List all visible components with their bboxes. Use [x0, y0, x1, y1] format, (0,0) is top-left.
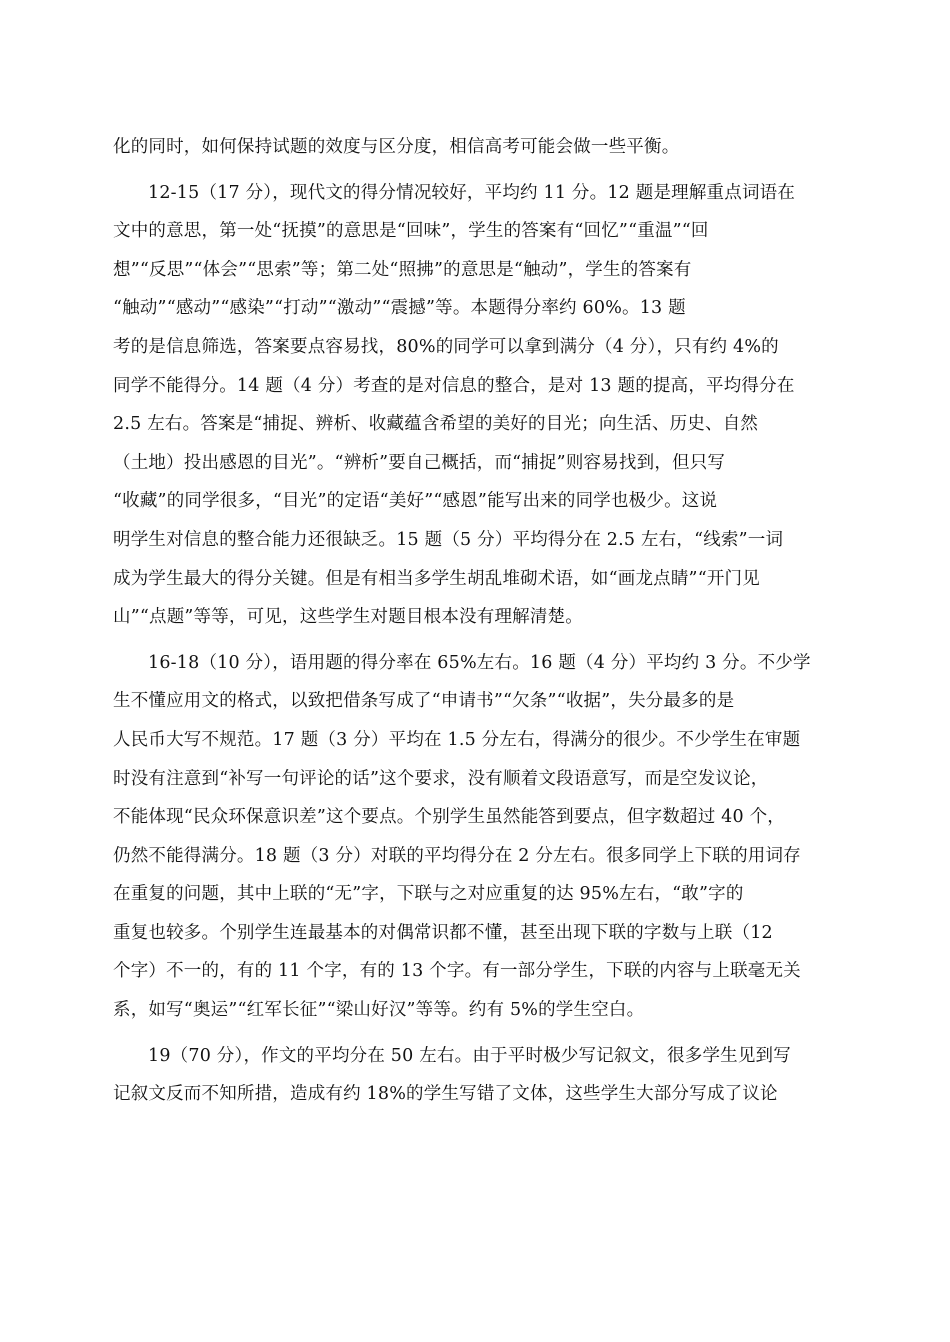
text-line: 不能体现“民众环保意识差”这个要点。个别学生虽然能答到要点，但字数超过 40 个，: [113, 807, 785, 828]
text-line: 人民币大写不规范。17 题（3 分）平均在 1.5 分左右，得满分的很少。不少学生在审题: [113, 729, 801, 750]
text-line: 时没有注意到“补写一句评论的话”这个要求，没有顺着文段语意写，而是空发议论，: [113, 768, 769, 789]
text-line: 在重复的问题，其中上联的“无”字，下联与之对应重复的达 95%左右，“敢”字的: [113, 884, 744, 905]
text-line: 2.5 左右。答案是“捕捉、辨析、收藏蕴含希望的美好的目光；向生活、历史、自然: [113, 414, 759, 435]
text-line: 仍然不能得满分。18 题（3 分）对联的平均得分在 2 分左右。很多同学上下联的用词存: [113, 845, 801, 866]
paragraph-gap: [113, 1030, 839, 1037]
text-line: 系，如写“奥运”“红军长征”“梁山好汉”等等。约有 5%的学生空白。: [113, 1000, 645, 1021]
text-line: 生不懂应用文的格式，以致把借条写成了“申请书”“欠条”“收据”，失分最多的是: [113, 691, 735, 712]
text-line: “触动”“感动”“感染”“打动”“激动”“震撼”等。本题得分率约 60%。13 题: [113, 298, 686, 319]
text-line: 同学不能得分。14 题（4 分）考查的是对信息的整合，是对 13 题的提高，平均得分在: [113, 375, 795, 396]
text-line: 12-15（17 分），现代文的得分情况较好，平均约 11 分。12 题是理解重点词语在: [148, 182, 796, 203]
text-line: “收藏”的同学很多，“目光”的定语“美好”“感恩”能写出来的同学也极少。这说: [113, 491, 718, 512]
text-line: 化的同时，如何保持试题的效度与区分度，相信高考可能会做一些平衡。: [113, 137, 680, 157]
text-line: 文中的意思，第一处“抚摸”的意思是“回味”，学生的答案有“回忆”“重温”“回: [113, 221, 709, 242]
text-line: 记叙文反而不知所措，造成有约 18%的学生写错了文体，这些学生大部分写成了议论: [113, 1084, 778, 1105]
document-body: [113, 128, 839, 1114]
text-line: （土地）投出感恩的目光”。“辨析”要自己概括，而“捕捉”则容易找到，但只写: [113, 452, 726, 473]
paragraph-gap: [113, 167, 839, 174]
text-line: 19（70 分），作文的平均分在 50 左右。由于平时极少写记叙文，很多学生见到写: [148, 1045, 791, 1066]
text-line: 个字）不一的，有的 11 个字，有的 13 个字。有一部分学生，下联的内容与上联毫无关: [113, 961, 801, 982]
text-line: 明学生对信息的整合能力还很缺乏。15 题（5 分）平均得分在 2.5 左右，“线索”一词: [113, 529, 784, 550]
text-line: 考的是信息筛选，答案要点容易找，80%的同学可以拿到满分（4 分），只有约 4%的: [113, 336, 779, 357]
text-line: 16-18（10 分），语用题的得分率在 65%左右。16 题（4 分）平均约 3 分。不少学: [148, 652, 811, 673]
text-line: 成为学生最大的得分关键。但是有相当多学生胡乱堆砌术语，如“画龙点睛”“开门见: [113, 568, 760, 589]
text-line: 重复也较多。个别学生连最基本的对偶常识都不懂，甚至出现下联的字数与上联（12: [113, 922, 773, 943]
text-line: 想”“反思”“体会”“思索”等；第二处“照拂”的意思是“触动”，学生的答案有: [113, 259, 692, 280]
paragraph-gap: [113, 637, 839, 644]
text-line: 山”“点题”等等，可见，这些学生对题目根本没有理解清楚。: [113, 607, 583, 628]
